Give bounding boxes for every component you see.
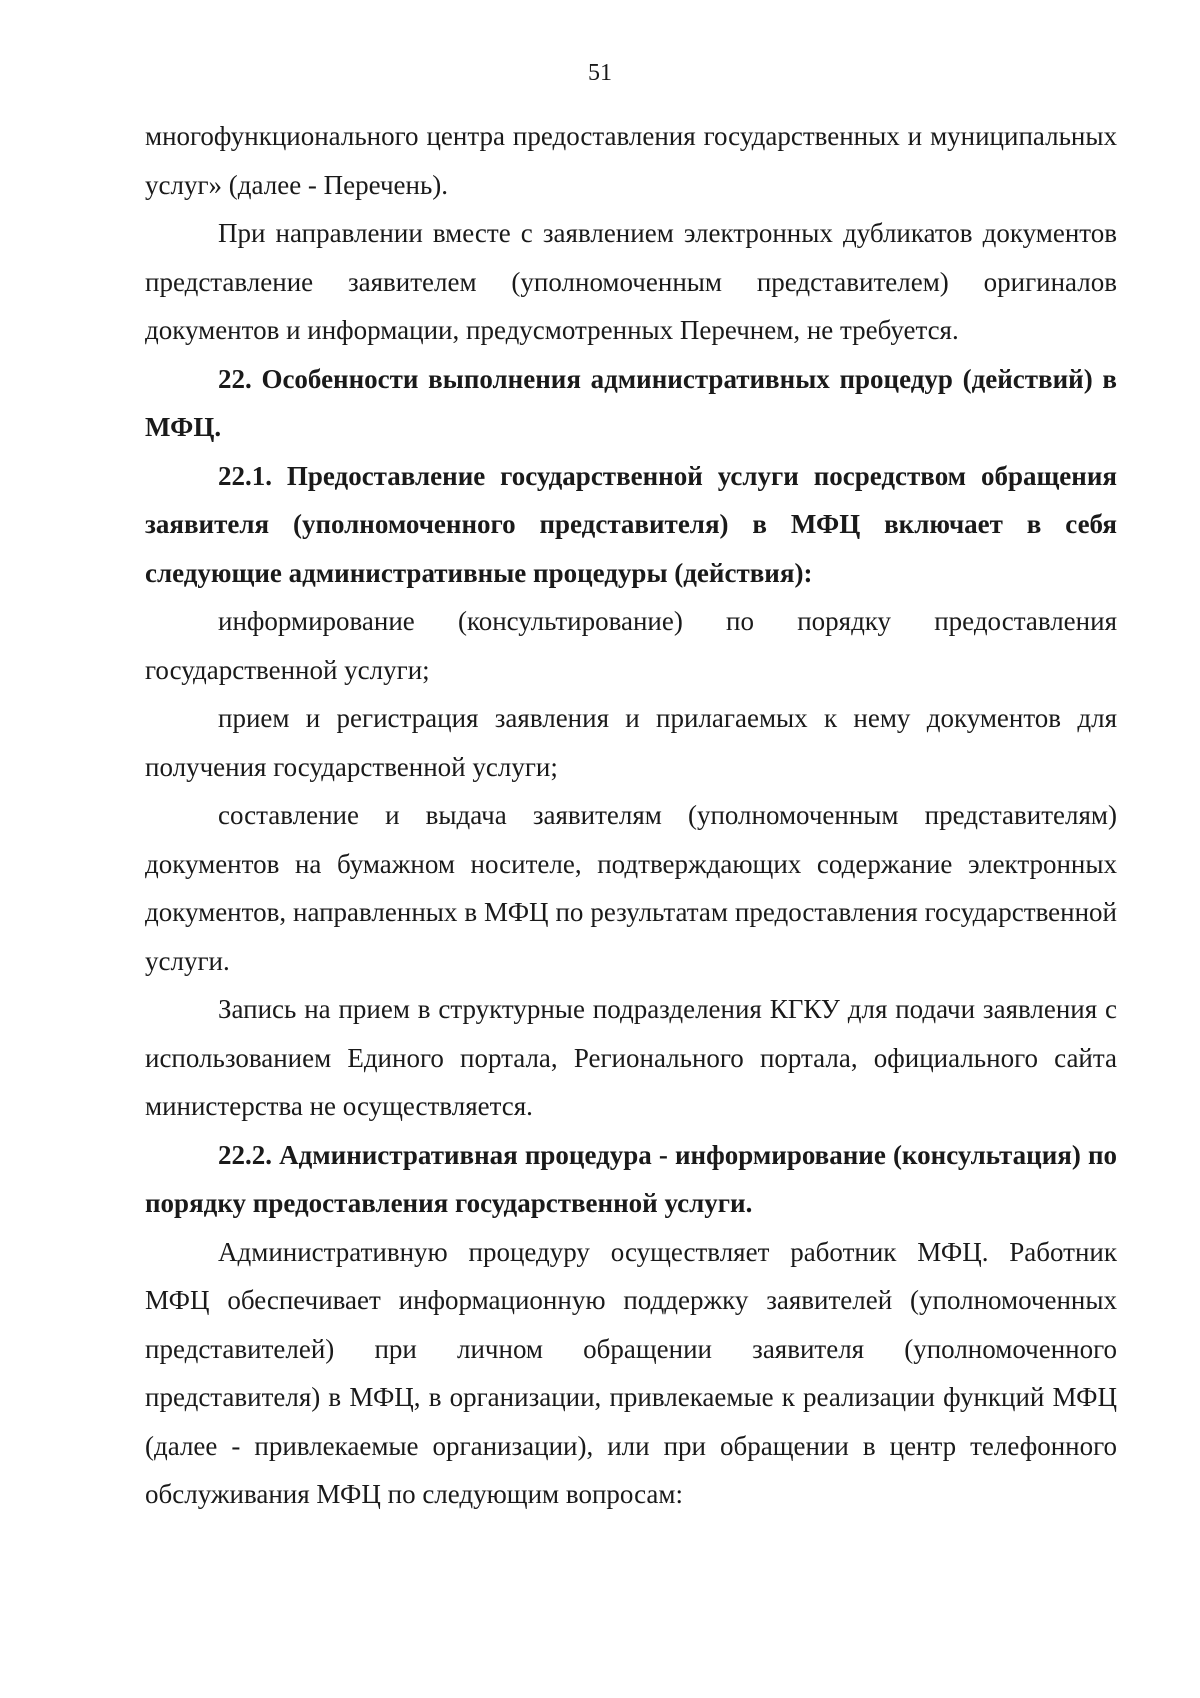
- paragraph-procedure: Административную процедуру осуществляет работник МФЦ. Работник МФЦ обеспечивает информационную поддержку заявителей (уполномоченных представителей) при личном обращении заявителя (уполномоченного представителя) в МФЦ, в организации, привлекаемые к реализации функций МФЦ (далее - привлекаемые организации), или при обращении в центр телефонного обслуживания МФЦ по следующим вопросам:: [145, 1236, 1117, 1509]
- list-item-issuance: составление и выдача заявителям (уполномоченным представителям) документов на бумажном носителе, подтверждающих содержание электронных документов, направленных в МФЦ по результатам предоставления государственной услуги.: [145, 800, 1117, 976]
- list-item-reception: прием и регистрация заявления и прилагаемых к нему документов для получения государственной услуги;: [145, 703, 1117, 782]
- section-heading-22: 22. Особенности выполнения административных процедур (действий) в МФЦ.: [145, 363, 1117, 442]
- paragraph-appointment: Запись на прием в структурные подразделения КГКУ для подачи заявления с использованием Единого портала, Регионального портала, официального сайта министерства не осуществляется.: [145, 994, 1117, 1121]
- section-heading-22-1: 22.1. Предоставление государственной услуги посредством обращения заявителя (уполномоченного представителя) в МФЦ включает в себя следующие административные процедуры (действия):: [145, 460, 1117, 588]
- page-number: 51: [588, 60, 612, 86]
- paragraph-continuation: многофункционального центра предоставления государственных и муниципальных услуг» (далее - Перечень).: [145, 121, 1117, 200]
- section-heading-22-2: 22.2. Административная процедура - информирование (консультация) по порядку предоставления государственной услуги.: [145, 1139, 1117, 1218]
- list-item-informing: информирование (консультирование) по порядку предоставления государственной услуги;: [145, 606, 1117, 685]
- paragraph-duplicates: При направлении вместе с заявлением электронных дубликатов документов представление заявителем (уполномоченным представителем) оригиналов документов и информации, предусмотренных Перечнем, не требуется.: [145, 218, 1117, 345]
- document-body: [145, 112, 1117, 1519]
